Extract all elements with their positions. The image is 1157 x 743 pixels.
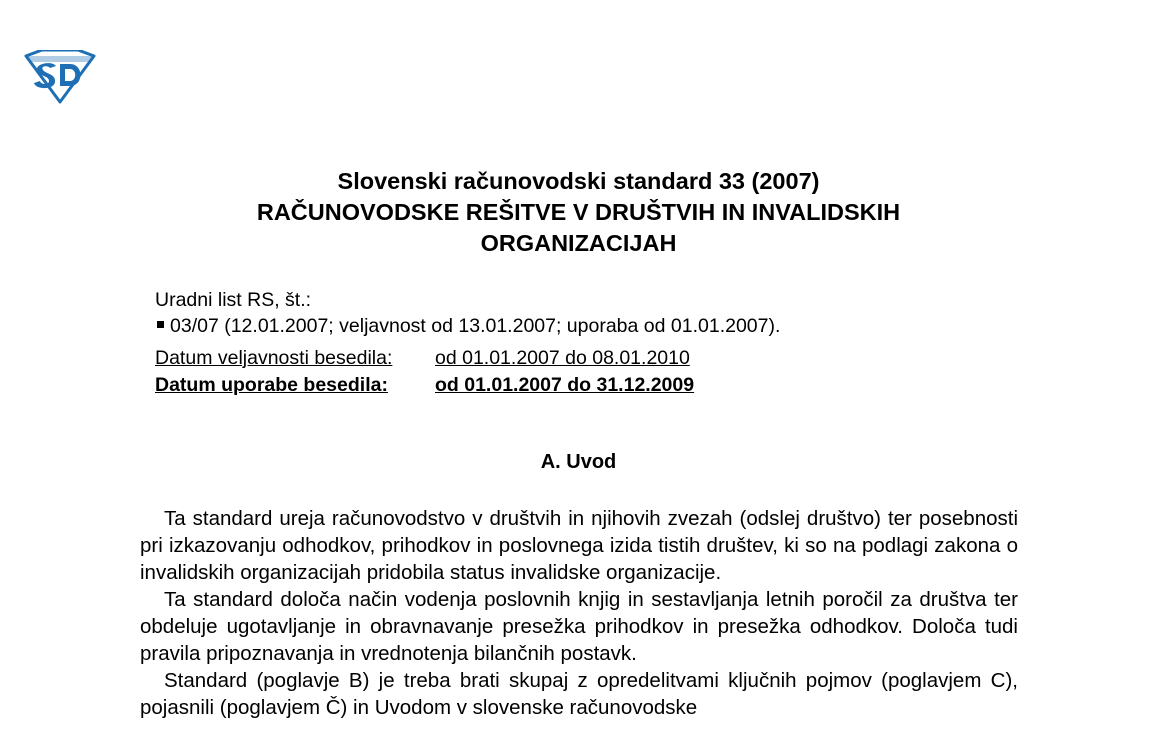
gazette-entry [155,313,780,339]
bullet-icon [157,321,164,328]
validity-row [155,345,694,372]
section-heading: A. Uvod [540,451,617,473]
use-value: od 01.01.2007 do 31.12.2009 [435,374,695,396]
paragraph: Ta standard ureja računovodstvo v društvih in njihovih zvezah (odslej društvo) ter posebnosti pri izkazovanju odhodkov, prihodkov in poslovnega izida tistih društev, ki so na podlagi zakona o invalidskih organizacijah pridobila status invalidske organizacije. [140,507,1018,584]
text-dates [155,345,694,399]
gazette-reference [155,287,780,339]
paragraph: Ta standard določa način vodenja poslovnih knjig in sestavljanja letnih poročil za društva ter obdeluje ugotavljanje in obravnavanje presežka prihodkov in presežka odhodkov. Določa tudi pravila pripoznavanja in vrednotenja bilančnih postavk. [140,588,1018,665]
validity-value: od 01.01.2007 do 08.01.2010 [435,347,690,369]
use-row [155,372,694,399]
sd-logo-icon [22,50,98,104]
body-text [140,505,1018,721]
paragraph: Standard (poglavje B) je treba brati skupaj z opredelitvami ključnih pojmov (poglavjem C), pojasnili (poglavjem Č) in Uvodom v slovenske računovodske [140,669,1018,719]
gazette-label: Uradni list RS, št.: [155,289,312,311]
title-line-3: ORGANIZACIJAH [480,230,677,256]
title-line-2: RAČUNOVODSKE REŠITVE V DRUŠTVIH IN INVALIDSKIH [256,199,901,225]
validity-label: Datum veljavnosti besedila: [155,347,393,369]
document-title [0,166,1157,259]
use-label: Datum uporabe besedila: [155,374,388,396]
gazette-entry-text: 03/07 (12.01.2007; veljavnost od 13.01.2007; uporaba od 01.01.2007). [170,315,781,337]
title-line-1: Slovenski računovodski standard 33 (2007) [337,168,820,194]
